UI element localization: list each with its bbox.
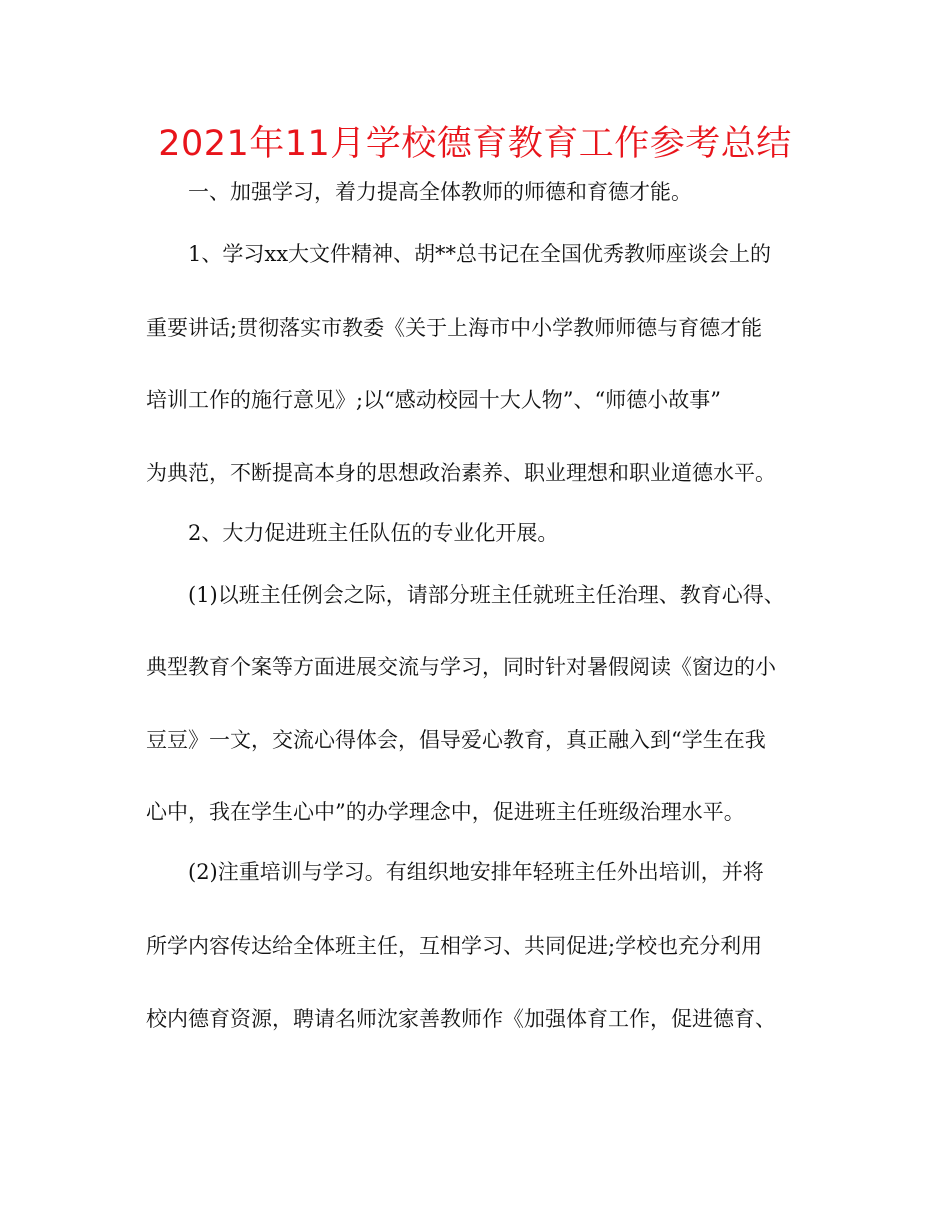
paragraph-line: 1、学习xx大文件精神、胡**总书记在全国优秀教师座谈会上的 [188, 242, 772, 266]
paragraph-line: 所学内容传达给全体班主任，互相学习、共同促进;学校也充分利用 [146, 934, 763, 958]
document-title: 2021年11月学校德育教育工作参考总结 [158, 124, 792, 164]
paragraph-line: 典型教育个案等方面进展交流与学习，同时针对暑假阅读《窗边的小 [146, 655, 776, 679]
paragraph-line: 心中，我在学生心中”的办学理念中，促进班主任班级治理水平。 [146, 800, 745, 824]
paragraph-line: 2、大力促进班主任队伍的专业化开展。 [188, 521, 559, 545]
paragraph-line: 重要讲话;贯彻落实市教委《关于上海市中小学教师师德与育德才能 [146, 316, 763, 340]
paragraph-line: 豆豆》一文，交流心得体会，倡导爱心教育，真正融入到“学生在我 [146, 728, 766, 752]
paragraph-line: (1)以班主任例会之际，请部分班主任就班主任治理、教育心得、 [188, 583, 785, 607]
paragraph-line: 校内德育资源，聘请名师沈家善教师作《加强体育工作，促进德育、 [146, 1007, 776, 1031]
paragraph-line: 培训工作的施行意见》;以“感动校园十大人物”、“师德小故事” [146, 388, 722, 412]
section-heading: 一、加强学习，着力提高全体教师的师德和育德才能。 [188, 180, 692, 204]
paragraph-line: (2)注重培训与学习。有组织地安排年轻班主任外出培训，并将 [188, 860, 764, 884]
paragraph-line: 为典范，不断提高本身的思想政治素养、职业理想和职业道德水平。 [146, 461, 776, 485]
